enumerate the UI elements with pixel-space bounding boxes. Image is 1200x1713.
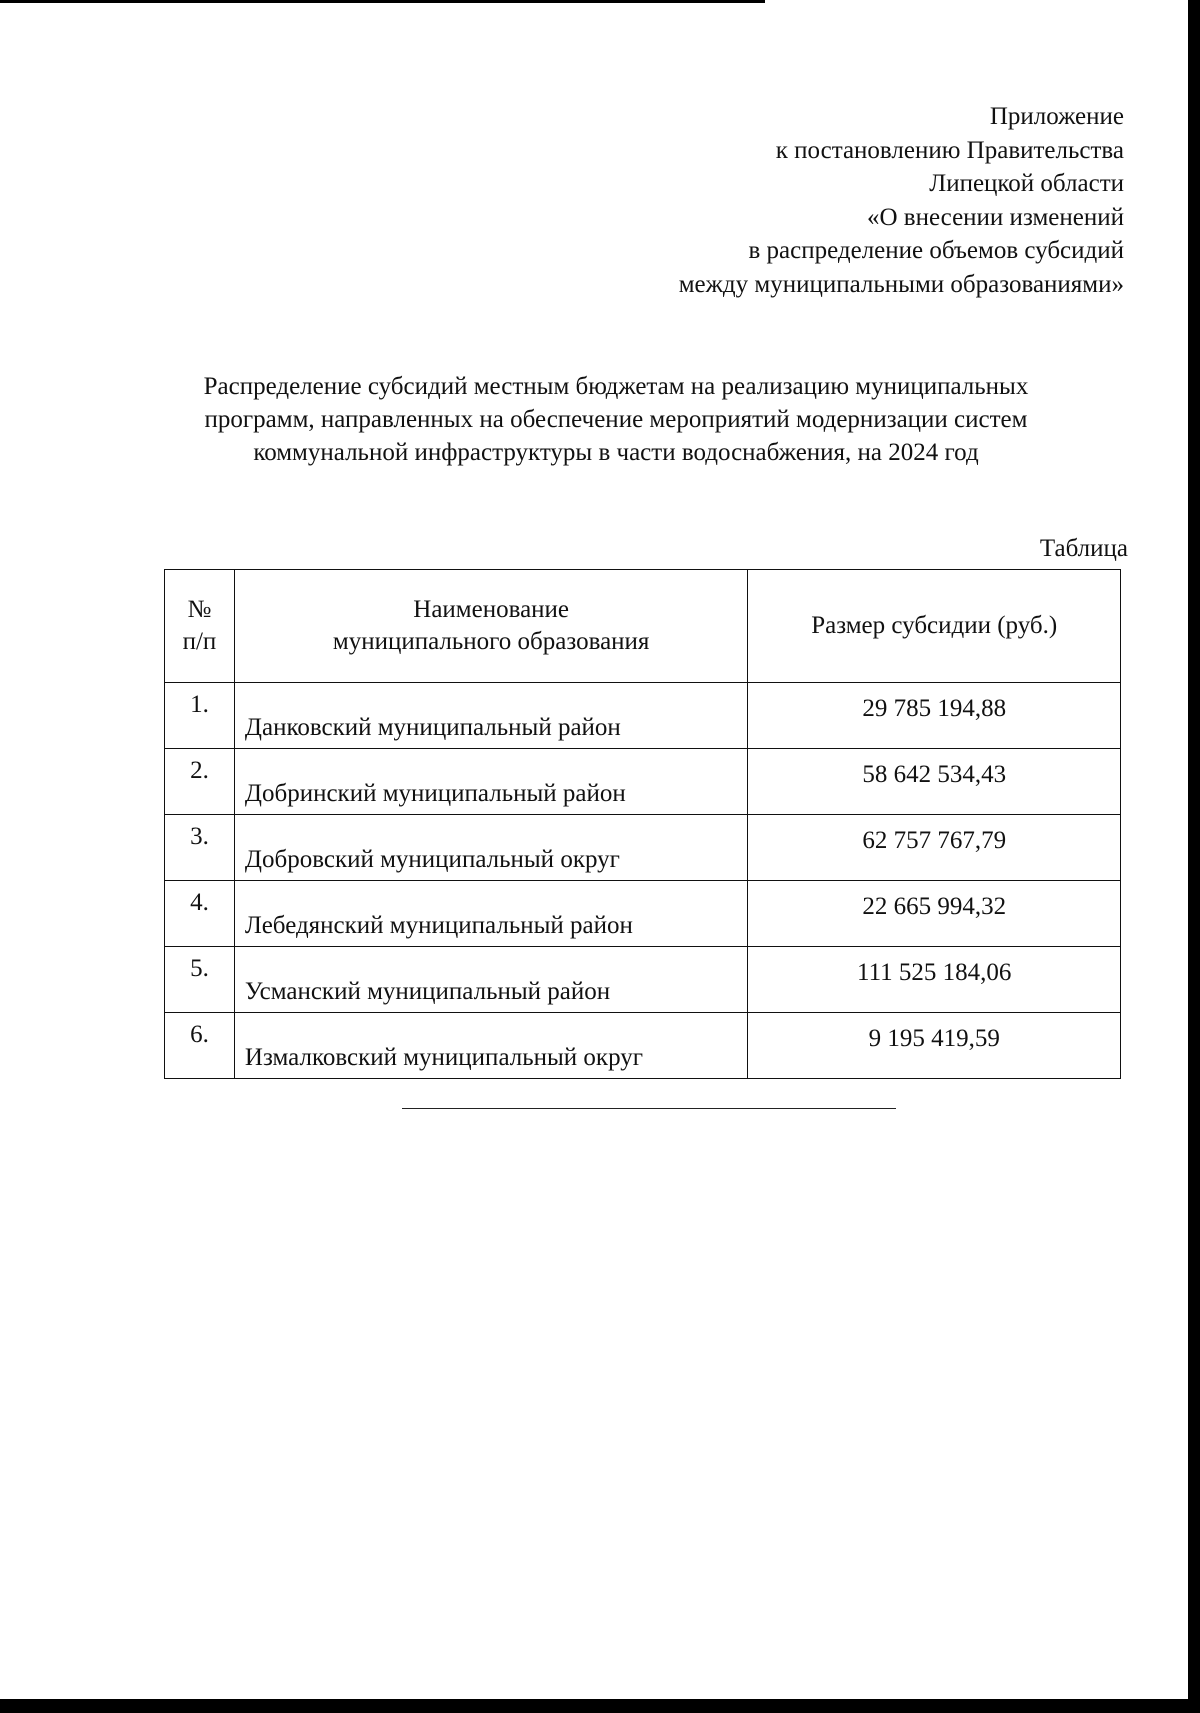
end-separator-line (402, 1108, 896, 1109)
table-row (165, 947, 1121, 1013)
header-name (234, 570, 747, 683)
row-number: 6. (165, 1013, 235, 1079)
appendix-block (679, 100, 1124, 301)
table-row (165, 881, 1121, 947)
appendix-line: Липецкой области (929, 170, 1124, 197)
appendix-line: в распределение объемов субсидий (748, 237, 1124, 264)
table-row (165, 815, 1121, 881)
title-line: программ, направленных на обеспечение мероприятий модернизации систем (204, 406, 1028, 433)
table-row (165, 749, 1121, 815)
row-name: Данковский муниципальный район (234, 683, 747, 749)
scan-edge-right (1188, 0, 1200, 1713)
header-number (165, 570, 235, 683)
header-amount: Размер субсидии (руб.) (748, 570, 1121, 683)
row-name: Лебедянский муниципальный район (234, 881, 747, 947)
row-amount: 22 665 994,32 (748, 881, 1121, 947)
row-number: 1. (165, 683, 235, 749)
row-name: Усманский муниципальный район (234, 947, 747, 1013)
appendix-line: к постановлению Правительства (775, 136, 1124, 164)
title-line: коммунальной инфраструктуры в части водоснабжения, на 2024 год (253, 439, 979, 466)
appendix-line: между муниципальными образованиями» (678, 270, 1124, 298)
row-amount: 58 642 534,43 (748, 749, 1121, 815)
row-name: Добринский муниципальный район (234, 749, 747, 815)
row-amount: 9 195 419,59 (748, 1013, 1121, 1079)
row-amount: 62 757 767,79 (748, 815, 1121, 881)
row-number: 2. (165, 749, 235, 815)
row-amount: 29 785 194,88 (748, 683, 1121, 749)
header-name-line1: Наименование (413, 596, 570, 623)
table-row (165, 683, 1121, 749)
header-number-line2: п/п (182, 628, 217, 655)
header-name-line2: муниципального образования (332, 628, 650, 655)
appendix-line: Приложение (989, 103, 1124, 130)
row-number: 4. (165, 881, 235, 947)
row-name: Измалковский муниципальный округ (234, 1013, 747, 1079)
scan-edge-top (0, 0, 765, 3)
row-number: 5. (165, 947, 235, 1013)
row-name: Добровский муниципальный округ (234, 815, 747, 881)
row-number: 3. (165, 815, 235, 881)
document-title (150, 370, 1082, 469)
title-line: Распределение субсидий местным бюджетам на реализацию муниципальных (203, 373, 1029, 400)
appendix-line: «О внесении изменений (866, 203, 1124, 231)
table-caption: Таблица (1039, 535, 1128, 562)
scan-edge-bottom (0, 1699, 1200, 1713)
row-amount: 111 525 184,06 (748, 947, 1121, 1013)
table-row (165, 1013, 1121, 1079)
subsidy-table (164, 569, 1121, 1079)
table-header-row (165, 570, 1121, 683)
header-number-line1: № (187, 596, 212, 623)
